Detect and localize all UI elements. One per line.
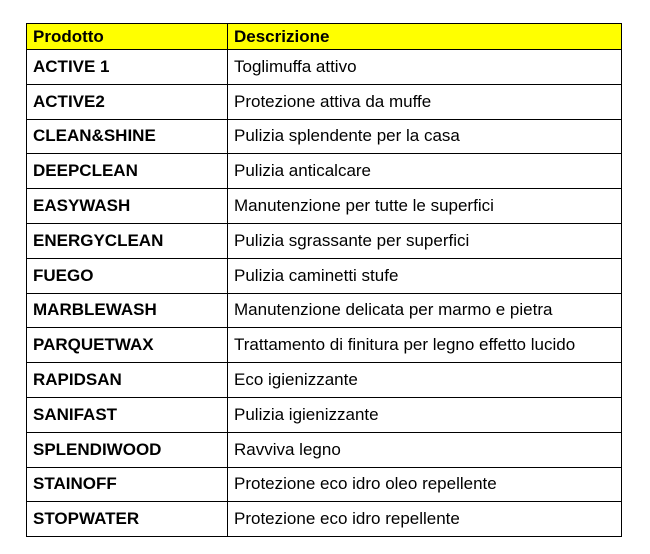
table-row — [27, 397, 622, 432]
table-row — [27, 223, 622, 258]
table-row — [27, 363, 622, 398]
product-name-cell: ACTIVE 1 — [27, 50, 228, 85]
product-description-cell: Pulizia caminetti stufe — [228, 258, 622, 293]
header-row — [27, 24, 622, 50]
product-name-cell: EASYWASH — [27, 189, 228, 224]
product-name-cell: RAPIDSAN — [27, 363, 228, 398]
table-row — [27, 293, 622, 328]
product-name-cell: CLEAN&SHINE — [27, 119, 228, 154]
table-row — [27, 432, 622, 467]
table-row — [27, 84, 622, 119]
product-name-cell: STAINOFF — [27, 467, 228, 502]
product-name-cell: ENERGYCLEAN — [27, 223, 228, 258]
product-table — [26, 23, 622, 537]
table-header — [27, 24, 622, 50]
product-description-cell: Manutenzione per tutte le superfici — [228, 189, 622, 224]
product-name-cell: SPLENDIWOOD — [27, 432, 228, 467]
column-header-description: Descrizione — [228, 24, 622, 50]
table-row — [27, 502, 622, 537]
table-row — [27, 328, 622, 363]
table-row — [27, 258, 622, 293]
product-description-cell: Protezione eco idro repellente — [228, 502, 622, 537]
product-description-cell: Protezione attiva da muffe — [228, 84, 622, 119]
product-description-cell: Pulizia igienizzante — [228, 397, 622, 432]
product-description-cell: Protezione eco idro oleo repellente — [228, 467, 622, 502]
table-row — [27, 189, 622, 224]
product-name-cell: PARQUETWAX — [27, 328, 228, 363]
table-body — [27, 50, 622, 537]
table-row — [27, 154, 622, 189]
product-description-cell: Pulizia sgrassante per superfici — [228, 223, 622, 258]
product-name-cell: STOPWATER — [27, 502, 228, 537]
product-description-cell: Pulizia anticalcare — [228, 154, 622, 189]
product-name-cell: FUEGO — [27, 258, 228, 293]
product-description-cell: Trattamento di finitura per legno effetto lucido — [228, 328, 622, 363]
column-header-product: Prodotto — [27, 24, 228, 50]
product-name-cell: MARBLEWASH — [27, 293, 228, 328]
product-description-cell: Eco igienizzante — [228, 363, 622, 398]
product-description-cell: Ravviva legno — [228, 432, 622, 467]
product-description-cell: Pulizia splendente per la casa — [228, 119, 622, 154]
table-row — [27, 467, 622, 502]
product-name-cell: SANIFAST — [27, 397, 228, 432]
product-description-cell: Manutenzione delicata per marmo e pietra — [228, 293, 622, 328]
table-row — [27, 50, 622, 85]
product-description-cell: Toglimuffa attivo — [228, 50, 622, 85]
table-row — [27, 119, 622, 154]
product-name-cell: DEEPCLEAN — [27, 154, 228, 189]
product-name-cell: ACTIVE2 — [27, 84, 228, 119]
